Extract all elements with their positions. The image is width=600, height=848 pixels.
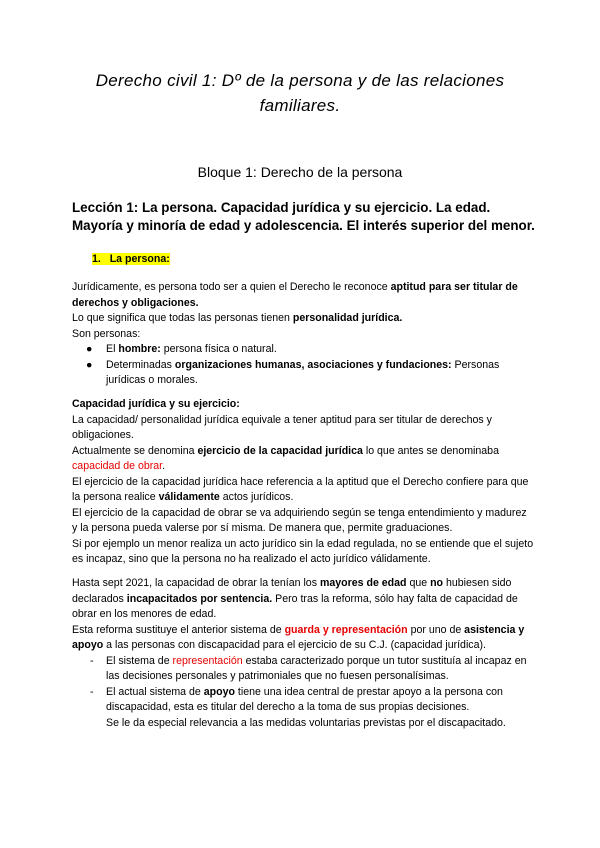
text-run: Personas jurídicas o morales. [106,358,500,386]
text-run: persona física o natural. [160,343,277,355]
text-run: . [162,460,166,472]
text-run: lo que antes se denominaba [362,444,499,457]
persona-section [72,280,534,389]
capacidad-p2 [72,444,534,475]
section-heading-persona [92,253,170,266]
text-run: Determinadas [106,358,175,371]
text-run: tiene una idea central de prestar apoyo a la persona con discapacidad, esta es titular del derecho a la toma de sus propias decisiones. [106,685,503,713]
text-run: Pero tras la reforma, sólo hay falta de capacidad de obrar en los menores de edad. [72,592,518,620]
text-run: hubiesen sido declarados [72,577,512,605]
list-item [72,654,534,685]
bold-run: ejercicio de la capacidad jurídica [197,444,363,457]
bullet-icon: ● [86,358,93,371]
capacidad-p5: Si por ejemplo un menor realiza un acto jurídico sin la edad regulada, no se entiende que el sujeto es incapaz, sino que la persona no ha realizado el acto jurídico válidamente. [72,537,534,565]
bold-run: válidamente [158,491,220,503]
bold-run: incapacitados por sentencia. [126,592,273,605]
bold-run: hombre: [118,343,161,355]
document-title: Derecho civil 1: Dº de la persona y de las relaciones familiares. [95,71,505,115]
text-run: El ejercicio de la capacidad jurídica hace referencia a la aptitud que el Derecho confiere para que la persona realice [72,475,529,503]
text-run: por uno de [407,623,465,636]
capacidad-heading: Capacidad jurídica y su ejercicio: [72,398,240,410]
dash-icon: - [90,685,94,698]
reforma-dash-list [72,654,534,732]
dash-icon: - [90,654,94,667]
capacidad-p1: La capacidad/ personalidad jurídica equivale a tener aptitud para ser titular de derechos y obligaciones. [72,413,492,441]
list-item [72,342,534,358]
red-bold-run: guarda y representación [284,623,408,636]
text-run: Hasta sept 2021, la capacidad de obrar la tenían los [72,577,320,589]
persona-bullet-list [72,342,534,389]
bold-run: mayores de edad [319,577,407,589]
bold-run: personalidad jurídica. [292,312,403,324]
bullet-icon: ● [86,343,93,355]
text-run: Esta reforma sustituye el anterior sistema de [72,623,285,636]
bold-run: organizaciones humanas, asociaciones y fundaciones: [174,358,452,371]
text-run: Lo que significa que todas las personas tienen [72,312,293,324]
red-run: capacidad de obrar [72,460,163,472]
bold-run: asistencia y apoyo [72,623,525,651]
text-run: Jurídicamente, es persona todo ser a quien el Derecho le reconoce [72,281,391,293]
text-run: Se le da especial relevancia a las medidas voluntarias previstas por el discapacitado. [106,716,506,729]
text-run: El actual sistema de [106,685,204,698]
lesson-title: Lección 1: La persona. Capacidad jurídica y su ejercicio. La edad. Mayoría y minoría de edad y adolescencia. El interés superior del menor. [72,200,535,233]
section-number: 1. [92,253,101,265]
bold-run: aptitud para ser titular de derechos y obligaciones. [72,281,518,309]
bold-run: apoyo [203,685,235,698]
text-run: estaba caracterizado porque un tutor sustituía al incapaz en las decisiones personales y patrimoniales que no fuesen personalísimas. [106,654,527,682]
reforma-p2 [72,623,534,654]
text-run: que [406,577,431,589]
text-run: El sistema de [106,654,173,667]
persona-intro: Son personas: [72,327,141,340]
reforma-section [72,576,534,731]
red-run: representación [172,654,243,667]
list-item [72,685,534,732]
text-run: actos jurídicos. [219,491,294,503]
capacidad-section [72,397,534,568]
block-title: Bloque 1: Derecho de la persona [197,164,403,180]
text-run: El [106,343,119,355]
text-run: a las personas con discapacidad para el ejercicio de su C.J. (capacidad jurídica). [103,639,486,651]
reforma-p1 [72,576,534,623]
list-item [72,358,534,389]
capacidad-p3 [72,475,534,506]
section-heading-text: La persona: [109,253,170,265]
persona-personalidad [72,311,534,327]
persona-definition [72,280,534,311]
text-run: Actualmente se denomina [72,444,198,457]
bold-run: no [430,577,444,589]
capacidad-p4: El ejercicio de la capacidad de obrar se va adquiriendo según se tenga entendimiento y madurez y la persona pueda valerse por sí misma. De manera que, permite graduaciones. [72,506,527,534]
